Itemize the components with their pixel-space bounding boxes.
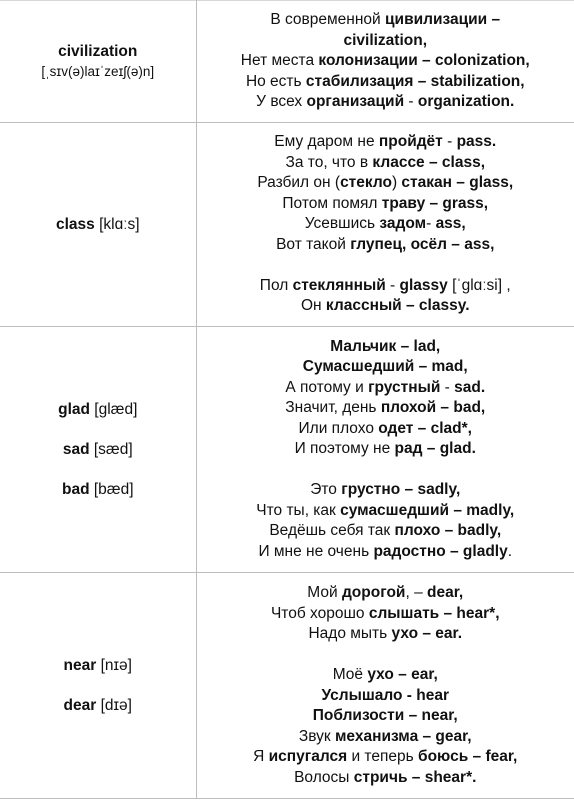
text-fragment: И мне не очень	[258, 542, 374, 560]
transcription: [klɑːs]	[99, 215, 140, 233]
rhyme-line	[197, 542, 574, 563]
headword: near	[63, 656, 97, 674]
keyword: плохо – badly,	[394, 522, 502, 540]
rhyme-line	[197, 194, 574, 215]
rhyme-line	[197, 521, 574, 542]
text-fragment: И поэтому не	[294, 440, 395, 458]
text-fragment: Он	[300, 297, 326, 315]
text-fragment: Я	[253, 748, 269, 765]
text-fragment: -	[426, 215, 436, 233]
rhyme-line	[197, 214, 574, 235]
transcription: [sæd]	[93, 440, 133, 458]
table-row	[0, 327, 574, 573]
rhyme-line	[197, 235, 574, 256]
table-row	[0, 123, 574, 327]
keyword: колонизации – colonization,	[318, 52, 530, 70]
keyword: траву – grass,	[381, 194, 489, 212]
headword: class	[55, 215, 95, 233]
keyword: боюсь – fear,	[418, 748, 518, 765]
text-fragment: -	[385, 276, 400, 294]
rhyme-cell	[196, 1, 574, 123]
headword: bad	[61, 480, 90, 498]
rhyme-line	[197, 92, 574, 113]
word-spacer	[0, 460, 196, 480]
keyword: sad.	[454, 378, 486, 396]
rhyme-line	[197, 51, 574, 72]
keyword: радостно – gladly	[373, 542, 508, 560]
rhyme-line	[197, 501, 574, 522]
keyword: грустный	[368, 378, 441, 396]
rhyme-line	[197, 460, 574, 481]
text-fragment: Ему даром не	[274, 133, 379, 151]
transcription: [bæd]	[93, 480, 134, 498]
rhyme-line	[197, 665, 574, 686]
word-entry	[0, 42, 196, 62]
text-fragment: Мой	[307, 584, 342, 601]
text-fragment: Потом помял	[282, 194, 382, 212]
text-fragment: Моё	[332, 666, 368, 683]
word-spacer	[0, 420, 196, 440]
transcription: [nɪə]	[100, 656, 132, 674]
rhyme-line	[197, 398, 574, 419]
rhyme-line	[197, 686, 574, 707]
word-block	[0, 656, 196, 716]
text-fragment: Это	[310, 481, 342, 499]
rhyme-line	[197, 72, 574, 93]
word-entry	[0, 400, 196, 420]
rhyme-text	[197, 583, 574, 788]
rhyme-line	[197, 173, 574, 194]
word-block	[0, 215, 196, 235]
text-fragment: [ˈglɑːsi] ,	[447, 276, 511, 294]
transcription: [ˌsɪv(ə)laɪˈzeɪʃ(ə)n]	[41, 63, 155, 79]
keyword: dear,	[427, 584, 464, 601]
transcription: [glæd]	[94, 400, 138, 418]
keyword: классный – classy.	[325, 297, 470, 315]
rhyme-line	[197, 624, 574, 645]
text-fragment: Усевшись	[304, 215, 380, 233]
keyword: глупец, осёл – ass,	[350, 235, 495, 253]
rhyme-line	[197, 604, 574, 625]
rhyme-line	[197, 439, 574, 460]
word-entry	[0, 440, 196, 460]
text-fragment: .	[507, 542, 513, 560]
text-fragment: Пол	[259, 276, 293, 294]
word-spacer	[0, 676, 196, 696]
text-fragment: Волосы	[294, 768, 354, 786]
word-cell	[0, 573, 196, 799]
text-fragment: Чтоб хорошо	[270, 604, 369, 622]
rhyme-line	[197, 357, 574, 378]
text-fragment: За то, что в	[285, 153, 373, 171]
keyword: сумасшедший – madly,	[340, 501, 515, 519]
rhyme-line	[197, 276, 574, 297]
keyword: стеклянный	[292, 276, 386, 294]
text-fragment: )	[391, 174, 402, 192]
keyword: испугался	[268, 748, 348, 765]
word-cell	[0, 1, 196, 123]
keyword: слышать – hear*,	[368, 604, 500, 622]
keyword: стакан – glass,	[401, 174, 514, 192]
keyword: Сумасшедший – mad,	[302, 358, 468, 376]
word-block	[0, 42, 196, 82]
headword: glad	[58, 400, 90, 418]
keyword: организаций	[306, 93, 405, 111]
rhyme-line	[197, 132, 574, 153]
rhyme-line	[197, 480, 574, 501]
keyword: дорогой	[341, 584, 406, 601]
text-fragment: и теперь	[347, 748, 418, 765]
text-fragment: -	[404, 93, 418, 111]
keyword: ухо – ear.	[391, 625, 463, 642]
text-fragment: Что ты, как	[256, 501, 341, 519]
keyword: стекло	[340, 174, 392, 192]
table-row	[0, 573, 574, 799]
word-entry	[0, 215, 196, 235]
text-fragment: Ведёшь себя так	[269, 522, 395, 540]
text-fragment: У всех	[256, 93, 307, 111]
transcription: [dɪə]	[100, 696, 132, 714]
text-fragment: Или плохо	[298, 419, 379, 437]
word-entry	[0, 696, 196, 716]
text-fragment: Надо мыть	[308, 625, 392, 642]
text-fragment: Вот такой	[276, 235, 351, 253]
rhyme-line	[197, 706, 574, 727]
text-fragment: Значит, день	[285, 399, 381, 417]
keyword: пройдёт	[378, 133, 443, 151]
keyword: pass.	[456, 133, 497, 151]
rhyme-text	[197, 132, 574, 317]
keyword: рад – glad.	[394, 440, 476, 458]
rhyme-cell	[196, 573, 574, 799]
word-cell	[0, 327, 196, 573]
text-fragment: Но есть	[245, 72, 306, 90]
keyword: цивилизации –	[385, 11, 501, 29]
keyword: Услышало - hear	[321, 686, 450, 704]
rhyme-text	[197, 10, 574, 113]
keyword: civilization,	[343, 31, 428, 49]
text-fragment: -	[440, 378, 455, 396]
word-block	[0, 400, 196, 500]
rhyme-line	[197, 153, 574, 174]
text-fragment: Нет места	[240, 52, 319, 70]
table-row	[0, 1, 574, 123]
rhyme-line	[197, 419, 574, 440]
text-fragment: А потому и	[285, 378, 369, 396]
keyword: ухо – ear,	[367, 666, 438, 683]
keyword: стричь – shear*.	[353, 768, 477, 786]
headword: dear	[63, 696, 97, 714]
keyword: Поблизости – near,	[312, 707, 458, 724]
rhyme-line	[197, 727, 574, 748]
text-fragment: В современной	[270, 11, 386, 29]
rhyme-line	[197, 583, 574, 604]
rhyme-line	[197, 255, 574, 276]
rhyme-cell	[196, 123, 574, 327]
rhyme-line	[197, 296, 574, 317]
keyword: organization.	[417, 93, 515, 111]
rhyme-line	[197, 378, 574, 399]
word-entry	[0, 656, 196, 676]
rhyme-text	[197, 337, 574, 563]
keyword: одет – clad*,	[378, 419, 472, 437]
headword: sad	[62, 440, 90, 458]
text-fragment: Разбил он (	[257, 174, 341, 192]
keyword: задом	[379, 215, 427, 233]
keyword: ass,	[435, 215, 466, 233]
rhyme-line	[197, 337, 574, 358]
keyword: плохой – bad,	[380, 399, 486, 417]
word-cell	[0, 123, 196, 327]
headword: civilization	[58, 42, 138, 60]
keyword: стабилизация – stabilization,	[305, 72, 525, 90]
keyword: классе – class,	[372, 153, 486, 171]
text-fragment: , –	[405, 584, 427, 601]
rhyme-line	[197, 31, 574, 52]
keyword: грустно – sadly,	[341, 481, 461, 499]
rhyme-line	[197, 645, 574, 666]
keyword: glassy	[399, 276, 448, 294]
text-fragment: Звук	[298, 727, 335, 745]
rhyme-line	[197, 768, 574, 789]
text-fragment: -	[442, 133, 457, 151]
rhyme-cell	[196, 327, 574, 573]
rhyme-line	[197, 10, 574, 31]
keyword: механизма – gear,	[334, 727, 472, 745]
word-entry	[0, 480, 196, 500]
keyword: Мальчик – lad,	[330, 337, 441, 355]
rhyme-line	[197, 747, 574, 768]
